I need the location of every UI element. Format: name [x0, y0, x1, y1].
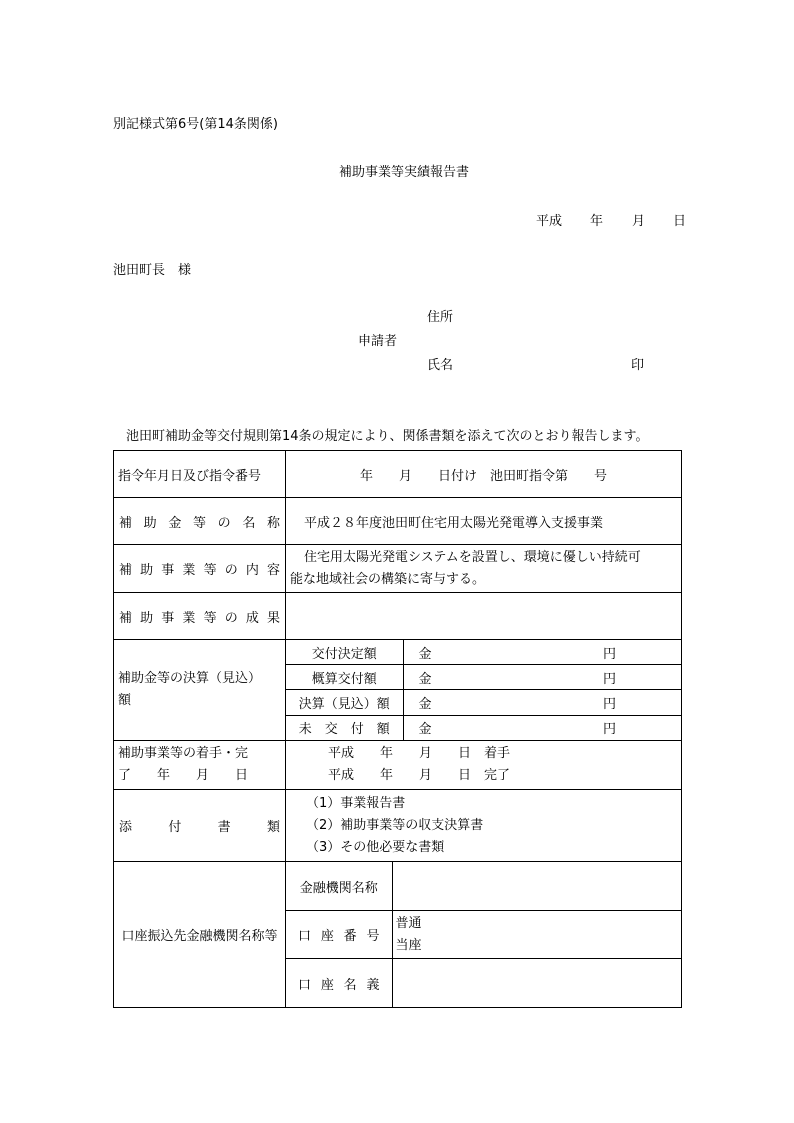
table-row	[114, 741, 682, 790]
period-label-line-2: 了 年 月 日	[118, 768, 249, 783]
report-table	[113, 450, 682, 1008]
table-row	[114, 498, 682, 545]
attachments-list	[286, 790, 682, 862]
list-item: （2）補助事業等の収支決算書	[306, 817, 484, 833]
estimated-amount-yen: 円	[603, 665, 682, 690]
results-value	[286, 593, 682, 640]
table-row	[114, 451, 682, 498]
account-holder-label: 口座名義	[286, 959, 392, 1008]
settlement-row	[286, 665, 682, 690]
bank-subtable	[286, 862, 682, 1007]
table-row	[114, 640, 682, 741]
results-label: 補助事業等の成果	[114, 593, 286, 640]
attachments-label: 添付書類	[114, 790, 286, 862]
ungranted-amount-kin: 金	[418, 722, 432, 738]
table-row	[114, 790, 682, 862]
settlement-row	[286, 715, 682, 740]
date-era: 平成	[536, 214, 563, 229]
settlement-cell	[286, 640, 682, 741]
period-label-line-1: 補助事業等の着手・完	[118, 746, 249, 761]
seal-mark: 印	[631, 358, 645, 373]
estimated-amount-kin: 金	[403, 665, 603, 690]
bank-row	[286, 911, 682, 959]
bank-cell	[286, 862, 682, 1008]
settlement-row	[286, 640, 682, 665]
date-year: 年	[590, 214, 604, 229]
document-title: 補助事業等実績報告書	[339, 165, 470, 180]
address-label: 住所	[427, 310, 454, 325]
account-type-ordinary: 普通	[395, 915, 422, 931]
table-row	[114, 862, 682, 1008]
settlement-row	[286, 690, 682, 715]
decided-amount-yen: 円	[603, 640, 682, 665]
date-day: 日	[673, 214, 687, 229]
settlement-subtable	[286, 640, 682, 740]
account-type-value	[392, 911, 682, 959]
form-number: 別記様式第6号(第14条関係)	[113, 117, 278, 132]
account-type-current: 当座	[395, 937, 422, 953]
name-label: 氏名	[427, 358, 454, 373]
date-month: 月	[632, 214, 646, 229]
content-value	[286, 545, 682, 593]
applicant-label: 申請者	[358, 334, 398, 349]
content-label: 補助事業等の内容	[114, 545, 286, 593]
estimated-amount-label: 概算交付額	[286, 665, 403, 690]
content-line-2: 能な地域社会の構築に寄与する。	[290, 571, 486, 587]
settlement-label-line-2: 額	[118, 693, 132, 708]
period-value	[286, 741, 682, 790]
bank-row	[286, 862, 682, 911]
subsidy-name-label: 補助金等の名称	[114, 498, 286, 545]
decided-amount-label: 交付決定額	[286, 640, 403, 665]
intro-text: 池田町補助金等交付規則第14条の規定により、関係書類を添えて次のとおり報告します。	[126, 429, 649, 444]
table-row	[114, 593, 682, 640]
period-start: 平成 年 月 日 着手	[328, 746, 511, 761]
period-label	[114, 741, 286, 790]
list-item: （3）その他必要な書類	[306, 839, 445, 855]
settled-amount-label: 決算（見込）額	[286, 690, 403, 715]
subsidy-name-value: 平成２８年度池田町住宅用太陽光発電導入支援事業	[286, 498, 682, 545]
order-value: 年 月 日付け 池田町指令第 号	[286, 451, 682, 498]
settlement-label-line-1: 補助金等の決算（見込）	[118, 671, 262, 686]
content-line-1: 住宅用太陽光発電システムを設置し、環境に優しい持続可	[304, 549, 641, 565]
bank-transfer-label: 口座振込先金融機関名称等	[114, 862, 286, 1008]
list-item: （1）事業報告書	[306, 795, 406, 811]
bank-name-value	[392, 862, 682, 911]
table-row	[114, 545, 682, 593]
account-holder-value	[392, 959, 682, 1008]
decided-amount-kin: 金	[403, 640, 603, 665]
addressee: 池田町長 様	[113, 263, 192, 278]
account-number-label: 口座番号	[286, 911, 392, 959]
bank-name-label: 金融機関名称	[286, 862, 392, 911]
ungranted-amount-label: 未 交 付 額	[286, 715, 403, 740]
period-end: 平成 年 月 日 完了	[328, 768, 511, 783]
bank-row	[286, 959, 682, 1008]
order-label: 指令年月日及び指令番号	[114, 451, 286, 498]
settled-amount-kin: 金	[403, 690, 603, 715]
ungranted-amount-yen: 円	[603, 722, 617, 738]
settled-amount-yen: 円	[603, 690, 682, 715]
settlement-label	[114, 640, 286, 741]
